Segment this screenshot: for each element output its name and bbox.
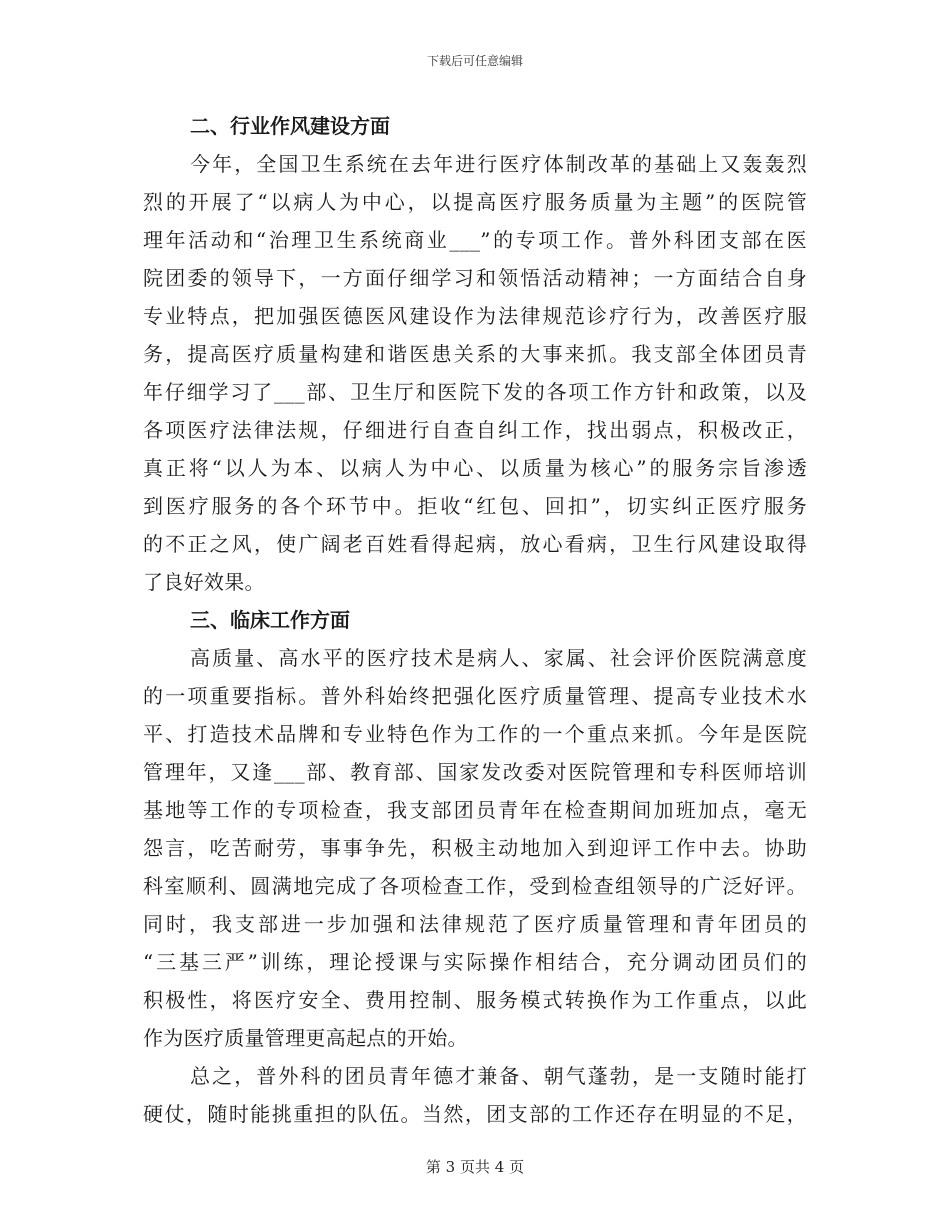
paragraph-line: 专业特点，把加强医德医风建设作为法律规范诊疗行为，改善医疗服: [143, 304, 807, 328]
paragraph-line: 管理年，又逢___部、教育部、国家发改委对医院管理和专科医师培训: [143, 760, 807, 784]
section-heading-industry-style: 二、行业作风建设方面: [190, 114, 390, 138]
paragraph-line: 积极性，将医疗安全、费用控制、服务模式转换作为工作重点，以此: [143, 988, 807, 1012]
paragraph-line: 务，提高医疗质量构建和谐医患关系的大事来抓。我支部全体团员青: [143, 342, 807, 366]
paragraph-line: 硬仗，随时能挑重担的队伍。当然，团支部的工作还存在明显的不足，: [143, 1102, 807, 1126]
paragraph-line: 烈的开展了“以病人为中心，以提高医疗服务质量为主题”的医院管: [143, 190, 807, 214]
paragraph-line: 各项医疗法律法规，仔细进行自查自纠工作，找出弱点，积极改正，: [143, 418, 807, 442]
paragraph-line: 院团委的领导下，一方面仔细学习和领悟活动精神；一方面结合自身: [143, 266, 807, 290]
paragraph-line: 的一项重要指标。普外科始终把强化医疗质量管理、提高专业技术水: [143, 684, 807, 708]
section-heading-clinical-work: 三、临床工作方面: [190, 608, 350, 632]
paragraph-line: 年仔细学习了___部、卫生厅和医院下发的各项工作方针和政策，以及: [143, 380, 807, 404]
paragraph-line: 总之，普外科的团员青年德才兼备、朝气蓬勃，是一支随时能打: [190, 1064, 807, 1088]
paragraph-line: 平、打造技术品牌和专业特色作为工作的一个重点来抓。今年是医院: [143, 722, 807, 746]
paragraph-line: 怨言，吃苦耐劳，事事争先，积极主动地加入到迎评工作中去。协助: [143, 836, 807, 860]
paragraph-line: 今年，全国卫生系统在去年进行医疗体制改革的基础上又轰轰烈: [190, 152, 807, 176]
paragraph-line: 基地等工作的专项检查，我支部团员青年在检查期间加班加点，毫无: [143, 798, 807, 822]
paragraph-line: 理年活动和“治理卫生系统商业___”的专项工作。普外科团支部在医: [143, 228, 807, 252]
paragraph-line: 同时，我支部进一步加强和法律规范了医疗质量管理和青年团员的: [143, 912, 807, 936]
paragraph-line: 科室顺利、圆满地完成了各项检查工作，受到检查组领导的广泛好评。: [143, 874, 807, 898]
paragraph-line: 高质量、高水平的医疗技术是病人、家属、社会评价医院满意度: [190, 646, 807, 670]
paragraph-line: 了良好效果。: [143, 570, 265, 594]
paragraph-line: 作为医疗质量管理更高起点的开始。: [143, 1026, 468, 1050]
document-body: [143, 107, 807, 1133]
page-header-note: 下载后可任意编辑: [426, 54, 523, 68]
paragraph-line: “三基三严”训练，理论授课与实际操作相结合，充分调动团员们的: [143, 950, 807, 974]
page-number: 第 3 页共 4 页: [425, 1158, 525, 1176]
paragraph-line: 真正将“以人为本、以病人为中心、以质量为核心”的服务宗旨渗透: [143, 456, 807, 480]
paragraph-line: 到医疗服务的各个环节中。拒收“红包、回扣”，切实纠正医疗服务: [143, 494, 807, 518]
paragraph-line: 的不正之风，使广阔老百姓看得起病，放心看病，卫生行风建设取得: [143, 532, 807, 556]
